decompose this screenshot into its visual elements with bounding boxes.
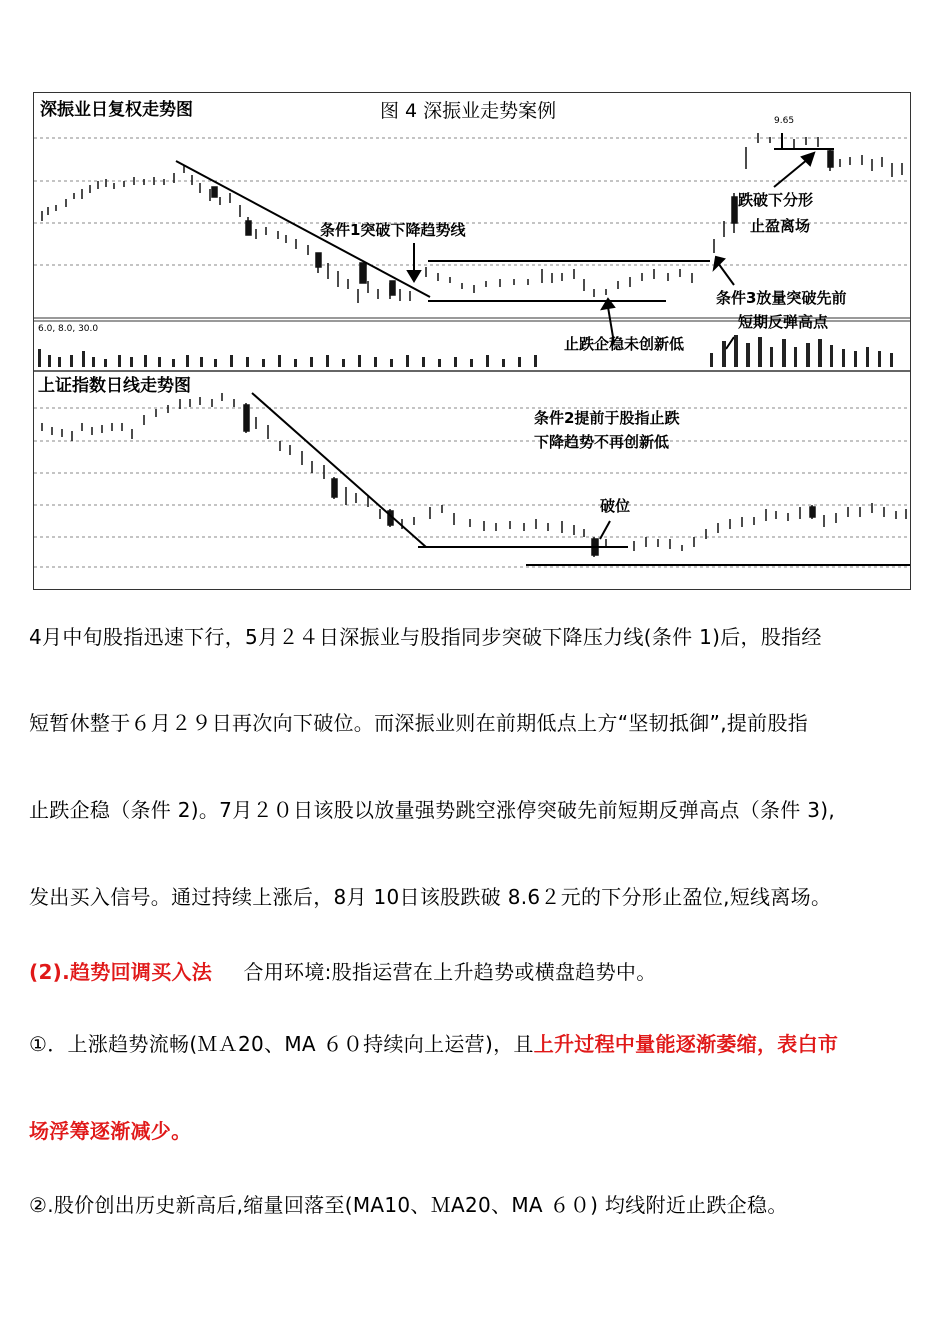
paragraph-1: 4月中旬股指迅速下行，5月２４日深振业与股指同步突破下降压力线(条件 1)后，股指经: [29, 625, 822, 649]
annotation-condition-2-1: 条件2提前于股指止跌: [534, 409, 680, 427]
item-1: [29, 1030, 929, 1058]
annotation-break-fractal-2: 止盈离场: [750, 217, 811, 235]
annotation-condition-3-2: 短期反弹高点: [738, 313, 829, 331]
item-1-text: ①．上涨趋势流畅(ＭＡ20、MA ６０持续向上运营)，且: [29, 1032, 534, 1056]
top-panel-title: 深振业日复权走势图: [40, 100, 193, 120]
item-1-continued: [29, 1117, 929, 1145]
annotation-condition-2-2: 下降趋势不再创新低: [534, 433, 670, 451]
paragraph-3: 止跌企稳（条件 2)。7月２０日该股以放量强势跳空涨停突破先前短期反弹高点（条件 3),: [29, 798, 836, 822]
annotation-condition-3-1: 条件3放量突破先前: [716, 289, 847, 307]
annotation-no-new-low: 止跌企稳未创新低: [564, 335, 685, 353]
section-environment: 合用环境:股指运营在上升趋势或横盘趋势中。: [243, 960, 657, 984]
figure-caption: 图 4 深振业走势案例: [380, 100, 557, 122]
price-tag: 9.65: [774, 116, 795, 126]
section-heading: [29, 958, 929, 986]
item-2: ②.股价创出历史新高后,缩量回落至(MA10、ＭA20、MA ６０) 均线附近止跌企稳。: [29, 1193, 788, 1217]
bottom-panel-title: 上证指数日线走势图: [38, 376, 191, 396]
item-1-highlight-cont: 场浮筹逐渐减少。: [29, 1119, 192, 1143]
item-1-highlight: 上升过程中量能逐渐萎缩，表白市: [533, 1032, 839, 1056]
section-label: (2).趋势回调买入法: [29, 960, 213, 984]
paragraph-2: 短暂休整于６月２９日再次向下破位。而深振业则在前期低点上方“坚韧抵御”,提前股指: [29, 711, 809, 735]
paragraph-4: 发出买入信号。通过持续上涨后，8月 10日该股跌破 8.6２元的下分形止盈位,短线离场。: [29, 885, 832, 909]
annotation-condition-1: 条件1突破下降趋势线: [320, 221, 466, 239]
stock-chart-figure: [33, 92, 911, 590]
annotation-break-fractal-1: 跌破下分形: [738, 191, 814, 209]
candlestick-image: [34, 93, 910, 589]
annotation-break: 破位: [600, 497, 631, 515]
axis-readout: 6.0, 8.0, 30.0: [38, 324, 99, 334]
